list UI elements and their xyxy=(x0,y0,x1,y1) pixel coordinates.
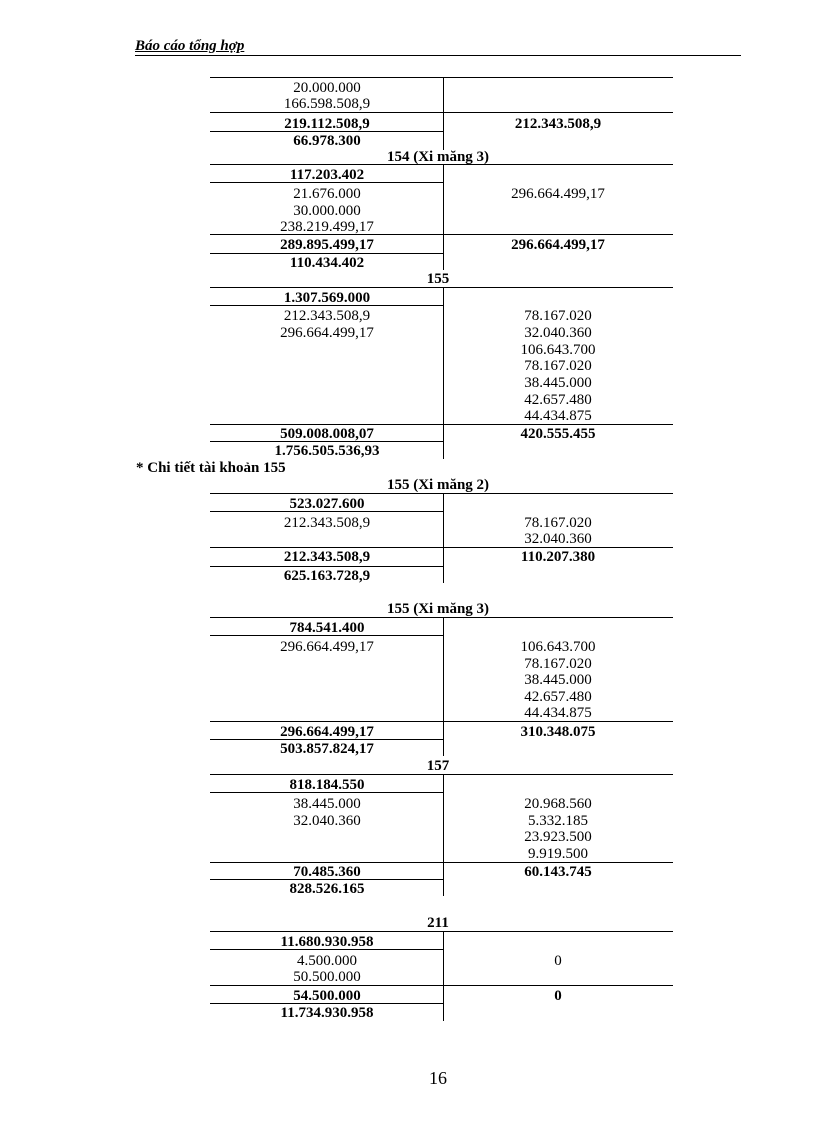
credit-entry: 78.167.020 xyxy=(524,515,592,531)
rule xyxy=(210,739,443,740)
rule xyxy=(210,721,673,722)
rule xyxy=(210,77,673,78)
total-debit: 212.343.508,9 xyxy=(283,549,371,565)
opening-balance: 523.027.600 xyxy=(289,496,365,512)
rule xyxy=(210,879,443,880)
account-title: 155 (Xi măng 3) xyxy=(386,601,490,617)
rule xyxy=(210,441,443,442)
total-debit: 54.500.000 xyxy=(293,988,361,1004)
t-account-divider xyxy=(443,931,444,1021)
credit-entry: 42.657.480 xyxy=(524,689,592,705)
total-credit: 420.555.455 xyxy=(520,426,596,442)
rule xyxy=(210,792,443,793)
debit-entry: 238.219.499,17 xyxy=(280,219,374,235)
credit-entry: 23.923.500 xyxy=(524,829,592,845)
total-debit: 70.485.360 xyxy=(293,864,361,880)
credit-entry: 78.167.020 xyxy=(524,308,592,324)
opening-balance: 1.307.569.000 xyxy=(283,290,371,306)
rule xyxy=(210,131,443,132)
credit-entry: 0 xyxy=(554,953,562,969)
rule xyxy=(210,424,673,425)
section-heading: * Chi tiết tài khoản 155 xyxy=(136,460,286,476)
total-credit: 212.343.508,9 xyxy=(514,116,602,132)
rule xyxy=(210,182,443,183)
rule xyxy=(210,635,443,636)
total-debit: 509.008.008,07 xyxy=(280,426,374,442)
debit-entry: 166.598.508,9 xyxy=(283,96,371,112)
rule xyxy=(210,862,673,863)
debit-entry: 212.343.508,9 xyxy=(283,308,371,324)
credit-entry: 106.643.700 xyxy=(520,342,596,358)
closing-balance: 110.434.402 xyxy=(289,255,365,271)
debit-entry: 4.500.000 xyxy=(297,953,357,969)
credit-entry: 106.643.700 xyxy=(520,639,596,655)
account-title: 155 (Xi măng 2) xyxy=(386,477,490,493)
credit-entry: 296.664.499,17 xyxy=(511,186,605,202)
t-account-divider xyxy=(443,617,444,756)
total-debit: 289.895.499,17 xyxy=(280,237,374,253)
rule xyxy=(210,287,673,288)
debit-entry: 50.500.000 xyxy=(293,969,361,985)
account-title: 154 (Xi măng 3) xyxy=(386,149,490,165)
credit-entry: 44.434.875 xyxy=(524,705,592,721)
credit-entry: 20.968.560 xyxy=(524,796,592,812)
total-credit: 0 xyxy=(554,988,562,1004)
credit-entry: 38.445.000 xyxy=(524,672,592,688)
opening-balance: 117.203.402 xyxy=(289,167,365,183)
rule xyxy=(210,931,673,932)
credit-entry: 78.167.020 xyxy=(524,656,592,672)
t-account-divider xyxy=(443,77,444,150)
total-credit: 60.143.745 xyxy=(524,864,592,880)
credit-entry: 38.445.000 xyxy=(524,375,592,391)
debit-entry: 21.676.000 xyxy=(293,186,361,202)
report-header: Báo cáo tổng hợp xyxy=(135,38,741,56)
credit-entry: 9.919.500 xyxy=(528,846,588,862)
closing-balance: 625.163.728,9 xyxy=(283,568,371,584)
rule xyxy=(210,547,673,548)
debit-entry: 296.664.499,17 xyxy=(280,639,374,655)
total-credit: 110.207.380 xyxy=(520,549,596,565)
credit-entry: 32.040.360 xyxy=(524,531,592,547)
credit-entry: 78.167.020 xyxy=(524,358,592,374)
opening-balance: 818.184.550 xyxy=(289,777,365,793)
credit-entry: 42.657.480 xyxy=(524,392,592,408)
closing-balance: 828.526.165 xyxy=(289,881,365,897)
debit-entry: 212.343.508,9 xyxy=(283,515,371,531)
credit-entry: 32.040.360 xyxy=(524,325,592,341)
rule xyxy=(210,234,673,235)
rule xyxy=(210,164,673,165)
rule xyxy=(210,511,443,512)
closing-balance: 1.756.505.536,93 xyxy=(274,443,380,459)
total-credit: 296.664.499,17 xyxy=(511,237,605,253)
account-title: 211 xyxy=(427,915,449,931)
rule xyxy=(210,566,443,567)
rule xyxy=(210,617,673,618)
closing-balance: 11.734.930.958 xyxy=(280,1005,374,1021)
rule xyxy=(210,305,443,306)
account-title: 157 xyxy=(426,758,450,774)
debit-entry: 296.664.499,17 xyxy=(280,325,374,341)
rule xyxy=(210,949,443,950)
account-title: 155 xyxy=(426,271,450,287)
debit-entry: 30.000.000 xyxy=(293,203,361,219)
rule xyxy=(210,1003,443,1004)
rule xyxy=(210,112,673,113)
closing-balance: 503.857.824,17 xyxy=(280,741,374,757)
t-account-divider xyxy=(443,774,444,896)
rule xyxy=(210,985,673,986)
total-credit: 310.348.075 xyxy=(520,724,596,740)
total-debit: 219.112.508,9 xyxy=(284,116,370,132)
rule xyxy=(210,774,673,775)
page-number: 16 xyxy=(429,1068,447,1088)
t-account-divider xyxy=(443,493,444,583)
rule xyxy=(210,253,443,254)
credit-entry: 44.434.875 xyxy=(524,408,592,424)
opening-balance: 784.541.400 xyxy=(289,620,365,636)
opening-balance: 11.680.930.958 xyxy=(280,934,374,950)
t-account-divider xyxy=(443,287,444,459)
total-debit: 296.664.499,17 xyxy=(280,724,374,740)
t-account-divider xyxy=(443,164,444,270)
debit-entry: 32.040.360 xyxy=(293,813,361,829)
closing-balance: 66.978.300 xyxy=(293,133,361,149)
debit-entry: 20.000.000 xyxy=(293,80,361,96)
credit-entry: 5.332.185 xyxy=(528,813,588,829)
debit-entry: 38.445.000 xyxy=(293,796,361,812)
rule xyxy=(210,493,673,494)
